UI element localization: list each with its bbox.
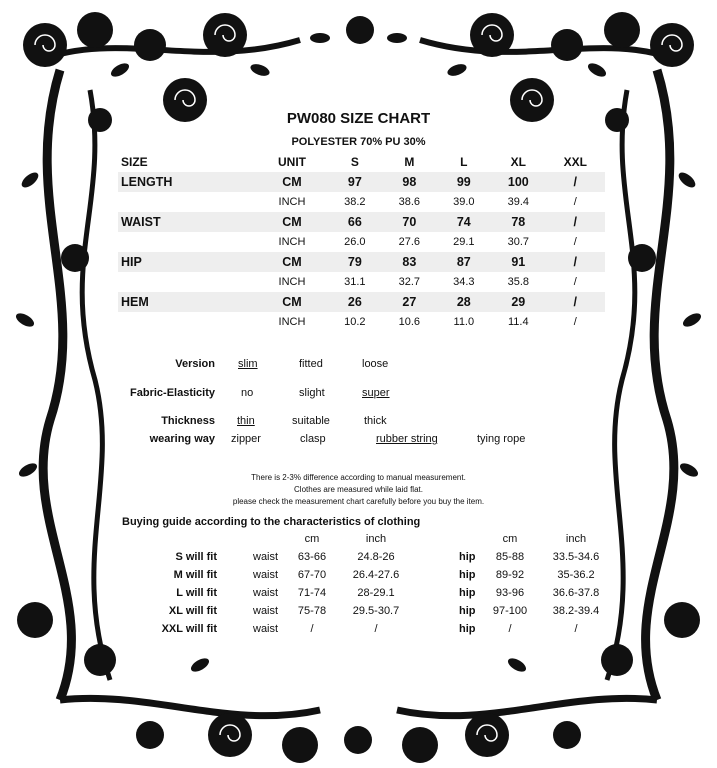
guide-size: S will fit bbox=[175, 551, 217, 563]
elasticity-label: Fabric-Elasticity bbox=[130, 387, 215, 399]
header-xxl: XXL bbox=[563, 155, 587, 169]
guide-inch: 35-36.2 bbox=[557, 569, 595, 581]
cell: 31.1 bbox=[344, 276, 366, 288]
table-row bbox=[118, 192, 605, 212]
guide-cm: 85-88 bbox=[495, 551, 525, 563]
guide-size: M will fit bbox=[173, 569, 217, 581]
cell: INCH bbox=[278, 316, 306, 328]
cell: 100 bbox=[491, 172, 545, 192]
table-row bbox=[118, 292, 605, 312]
guide-part: waist bbox=[253, 587, 279, 599]
cell: INCH bbox=[278, 196, 306, 208]
cell: 29.1 bbox=[453, 236, 475, 248]
cell: 28 bbox=[437, 292, 491, 312]
cell: 70 bbox=[382, 212, 436, 232]
cell: 11.0 bbox=[453, 316, 475, 328]
table-row bbox=[118, 212, 605, 232]
cell: 26 bbox=[328, 292, 382, 312]
cell: 39.0 bbox=[453, 196, 475, 208]
guide-header-cm: cm bbox=[304, 533, 320, 545]
cell: 30.7 bbox=[507, 236, 530, 248]
size-table bbox=[118, 152, 605, 332]
cell: / bbox=[573, 236, 577, 248]
row-label: LENGTH bbox=[118, 172, 256, 192]
guide-cm: 63-66 bbox=[297, 551, 327, 563]
cell: 91 bbox=[491, 252, 545, 272]
guide-part: waist bbox=[253, 623, 279, 635]
guide-cm: 93-96 bbox=[495, 587, 525, 599]
table-row bbox=[118, 252, 605, 272]
guide-cm: 71-74 bbox=[297, 587, 327, 599]
cell: 26.0 bbox=[344, 236, 366, 248]
row-label: WAIST bbox=[118, 212, 256, 232]
note-line: There is 2-3% difference according to manual measurement. bbox=[251, 473, 466, 482]
wearing-option-clasp: clasp bbox=[300, 433, 326, 445]
cell: CM bbox=[256, 212, 327, 232]
version-option-fitted: fitted bbox=[299, 358, 323, 370]
guide-header-inch-2: inch bbox=[565, 533, 587, 545]
guide-size: XL will fit bbox=[168, 605, 217, 617]
guide-inch: 33.5-34.6 bbox=[552, 551, 600, 563]
header-size: SIZE bbox=[121, 155, 148, 169]
cell: / bbox=[573, 276, 577, 288]
guide-size: XXL will fit bbox=[161, 623, 217, 635]
row-label: HIP bbox=[118, 252, 256, 272]
row-label: HEM bbox=[118, 292, 256, 312]
cell: CM bbox=[256, 172, 327, 192]
elasticity-option-slight: slight bbox=[299, 387, 325, 399]
cell: / bbox=[546, 292, 605, 312]
table-row bbox=[118, 272, 605, 292]
guide-part: hip bbox=[459, 551, 476, 563]
cell: CM bbox=[256, 292, 327, 312]
table-row bbox=[118, 312, 605, 332]
guide-part: waist bbox=[253, 551, 279, 563]
cell: 98 bbox=[382, 172, 436, 192]
cell: 78 bbox=[491, 212, 545, 232]
guide-inch: / bbox=[574, 623, 578, 635]
header-l: L bbox=[460, 155, 468, 169]
guide-part: hip bbox=[459, 569, 476, 581]
guide-inch: 38.2-39.4 bbox=[552, 605, 600, 617]
wearing-way-label: wearing way bbox=[149, 433, 215, 445]
guide-inch: / bbox=[374, 623, 378, 635]
cell: 27.6 bbox=[398, 236, 421, 248]
thickness-option-thin: thin bbox=[237, 415, 255, 427]
cell: 87 bbox=[437, 252, 491, 272]
cell: / bbox=[546, 212, 605, 232]
cell: 74 bbox=[437, 212, 491, 232]
guide-inch: 29.5-30.7 bbox=[352, 605, 400, 617]
cell: 97 bbox=[328, 172, 382, 192]
version-label: Version bbox=[175, 358, 215, 370]
wearing-option-zipper: zipper bbox=[231, 433, 261, 445]
cell: 38.6 bbox=[398, 196, 421, 208]
cell: 99 bbox=[437, 172, 491, 192]
cell: 29 bbox=[491, 292, 545, 312]
version-option-loose: loose bbox=[362, 358, 389, 370]
header-s: S bbox=[350, 155, 359, 169]
buying-guide-title: Buying guide according to the characteristics of clothing bbox=[122, 516, 421, 528]
header-unit: UNIT bbox=[277, 155, 306, 169]
thickness-option-suitable: suitable bbox=[292, 415, 330, 427]
table-row bbox=[118, 232, 605, 252]
table-row bbox=[118, 172, 605, 192]
guide-cm: 97-100 bbox=[492, 605, 528, 617]
version-option-slim: slim bbox=[238, 358, 258, 370]
cell: 10.6 bbox=[398, 316, 421, 328]
guide-header-inch: inch bbox=[365, 533, 387, 545]
cell: 35.8 bbox=[507, 276, 530, 288]
cell: 32.7 bbox=[398, 276, 421, 288]
cell: 34.3 bbox=[453, 276, 475, 288]
guide-cm: 75-78 bbox=[297, 605, 327, 617]
guide-inch: 26.4-27.6 bbox=[352, 569, 400, 581]
guide-size: L will fit bbox=[176, 587, 217, 599]
guide-cm: / bbox=[310, 623, 314, 635]
guide-part: hip bbox=[459, 623, 476, 635]
cell: CM bbox=[256, 252, 327, 272]
guide-inch: 28-29.1 bbox=[357, 587, 395, 599]
guide-cm: 89-92 bbox=[495, 569, 525, 581]
wearing-option-tying-rope: tying rope bbox=[477, 433, 526, 445]
guide-cm: / bbox=[508, 623, 512, 635]
cell: 83 bbox=[382, 252, 436, 272]
cell: 27 bbox=[382, 292, 436, 312]
cell: INCH bbox=[278, 276, 306, 288]
cell: / bbox=[546, 172, 605, 192]
cell: / bbox=[573, 316, 577, 328]
elasticity-option-no: no bbox=[241, 387, 254, 399]
cell: INCH bbox=[278, 236, 306, 248]
cell: 66 bbox=[328, 212, 382, 232]
thickness-option-thick: thick bbox=[364, 415, 387, 427]
guide-part: hip bbox=[459, 587, 476, 599]
guide-part: hip bbox=[459, 605, 476, 617]
note-line: Clothes are measured while laid flat. bbox=[294, 485, 423, 494]
cell: 39.4 bbox=[507, 196, 530, 208]
elasticity-option-super: super bbox=[362, 387, 390, 399]
header-xl: XL bbox=[510, 155, 526, 169]
cell: 11.4 bbox=[508, 316, 529, 328]
guide-inch: 24.8-26 bbox=[357, 551, 395, 563]
size-table-header bbox=[118, 152, 605, 172]
guide-cm: 67-70 bbox=[297, 569, 327, 581]
guide-inch: 36.6-37.8 bbox=[552, 587, 600, 599]
cell: 38.2 bbox=[344, 196, 366, 208]
guide-header-cm-2: cm bbox=[502, 533, 518, 545]
guide-part: waist bbox=[253, 605, 279, 617]
guide-part: waist bbox=[253, 569, 279, 581]
material-composition: POLYESTER 70% PU 30% bbox=[291, 136, 426, 148]
thickness-label: Thickness bbox=[161, 415, 215, 427]
wearing-option-rubber-string: rubber string bbox=[376, 433, 438, 445]
chart-title: PW080 SIZE CHART bbox=[286, 110, 431, 127]
cell: / bbox=[546, 252, 605, 272]
header-m: M bbox=[404, 155, 415, 169]
note-line: please check the measurement chart carefully before you buy the item. bbox=[232, 497, 485, 506]
cell: 10.2 bbox=[344, 316, 366, 328]
cell: 79 bbox=[328, 252, 382, 272]
cell: / bbox=[573, 196, 577, 208]
